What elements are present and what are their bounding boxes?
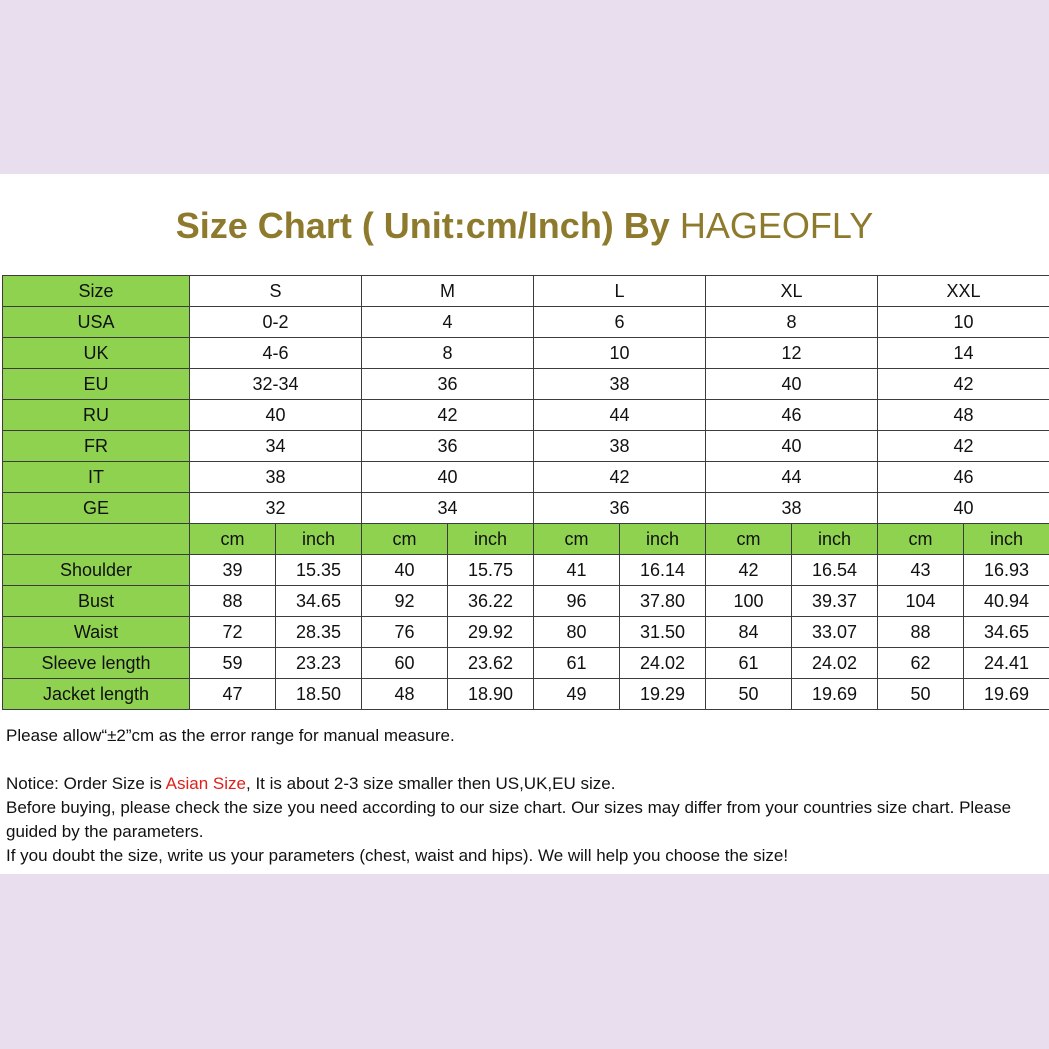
table-cell: 42 bbox=[534, 462, 706, 493]
table-cell: 34.65 bbox=[964, 617, 1049, 648]
row-label: Sleeve length bbox=[3, 648, 190, 679]
error-range-note: Please allow“±2”cm as the error range for manual measure. bbox=[6, 726, 455, 745]
row-label: RU bbox=[3, 400, 190, 431]
unit-cell: cm bbox=[534, 524, 620, 555]
table-cell: 34 bbox=[362, 493, 534, 524]
table-cell: 38 bbox=[190, 462, 362, 493]
size-header-cell: M bbox=[362, 276, 534, 307]
unit-cell: cm bbox=[362, 524, 448, 555]
notice-note bbox=[6, 772, 1036, 796]
size-chart-panel bbox=[0, 174, 1049, 874]
table-cell: 4 bbox=[362, 307, 534, 338]
blank-cell bbox=[3, 524, 190, 555]
table-cell: 88 bbox=[190, 586, 276, 617]
table-cell: 19.29 bbox=[620, 679, 706, 710]
table-cell: 61 bbox=[706, 648, 792, 679]
table-row bbox=[3, 338, 1049, 369]
row-label: GE bbox=[3, 493, 190, 524]
table-cell: 4-6 bbox=[190, 338, 362, 369]
table-cell: 44 bbox=[706, 462, 878, 493]
table-row bbox=[3, 679, 1049, 710]
table-cell: 32 bbox=[190, 493, 362, 524]
table-cell: 40 bbox=[362, 462, 534, 493]
table-cell: 96 bbox=[534, 586, 620, 617]
table-cell: 23.62 bbox=[448, 648, 534, 679]
table-cell: 33.07 bbox=[792, 617, 878, 648]
table-row bbox=[3, 555, 1049, 586]
size-header-cell: XXL bbox=[878, 276, 1049, 307]
table-cell: 36 bbox=[362, 431, 534, 462]
table-cell: 92 bbox=[362, 586, 448, 617]
table-cell: 16.14 bbox=[620, 555, 706, 586]
row-label: Size bbox=[3, 276, 190, 307]
table-cell: 76 bbox=[362, 617, 448, 648]
table-cell: 16.93 bbox=[964, 555, 1049, 586]
table-cell: 88 bbox=[878, 617, 964, 648]
table-cell: 8 bbox=[362, 338, 534, 369]
table-row bbox=[3, 648, 1049, 679]
table-cell: 36.22 bbox=[448, 586, 534, 617]
table-cell: 37.80 bbox=[620, 586, 706, 617]
unit-cell: cm bbox=[878, 524, 964, 555]
table-cell: 42 bbox=[878, 431, 1049, 462]
table-cell: 24.02 bbox=[792, 648, 878, 679]
table-cell: 10 bbox=[878, 307, 1049, 338]
table-row bbox=[3, 431, 1049, 462]
table-row bbox=[3, 617, 1049, 648]
table-cell: 44 bbox=[534, 400, 706, 431]
table-cell: 24.41 bbox=[964, 648, 1049, 679]
table-cell: 6 bbox=[534, 307, 706, 338]
unit-cell: inch bbox=[964, 524, 1049, 555]
table-row bbox=[3, 462, 1049, 493]
unit-row bbox=[3, 524, 1049, 555]
row-label: Shoulder bbox=[3, 555, 190, 586]
table-cell: 38 bbox=[534, 431, 706, 462]
table-cell: 42 bbox=[878, 369, 1049, 400]
title-text: Size Chart ( Unit:cm/Inch) By bbox=[175, 205, 670, 246]
unit-cell: inch bbox=[620, 524, 706, 555]
table-cell: 19.69 bbox=[964, 679, 1049, 710]
table-cell: 32-34 bbox=[190, 369, 362, 400]
table-cell: 39 bbox=[190, 555, 276, 586]
table-cell: 31.50 bbox=[620, 617, 706, 648]
table-cell: 24.02 bbox=[620, 648, 706, 679]
unit-cell: inch bbox=[792, 524, 878, 555]
row-label: IT bbox=[3, 462, 190, 493]
row-label: Waist bbox=[3, 617, 190, 648]
notes bbox=[6, 724, 1036, 868]
table-cell: 47 bbox=[190, 679, 276, 710]
table-cell: 40.94 bbox=[964, 586, 1049, 617]
table-cell: 15.75 bbox=[448, 555, 534, 586]
size-header-cell: XL bbox=[706, 276, 878, 307]
table-cell: 46 bbox=[878, 462, 1049, 493]
table-cell: 49 bbox=[534, 679, 620, 710]
table-cell: 28.35 bbox=[276, 617, 362, 648]
table-row bbox=[3, 400, 1049, 431]
table-cell: 42 bbox=[706, 555, 792, 586]
table-cell: 29.92 bbox=[448, 617, 534, 648]
table-cell: 40 bbox=[190, 400, 362, 431]
table-row bbox=[3, 369, 1049, 400]
row-label: EU bbox=[3, 369, 190, 400]
table-cell: 34.65 bbox=[276, 586, 362, 617]
table-row bbox=[3, 307, 1049, 338]
table-cell: 48 bbox=[878, 400, 1049, 431]
table-cell: 10 bbox=[534, 338, 706, 369]
table-row bbox=[3, 276, 1049, 307]
table-row bbox=[3, 586, 1049, 617]
brand-name: HAGEOFLY bbox=[679, 205, 874, 246]
table-cell: 15.35 bbox=[276, 555, 362, 586]
table-cell: 80 bbox=[534, 617, 620, 648]
row-label: UK bbox=[3, 338, 190, 369]
table-row bbox=[3, 493, 1049, 524]
table-cell: 12 bbox=[706, 338, 878, 369]
table-cell: 100 bbox=[706, 586, 792, 617]
table-cell: 40 bbox=[706, 431, 878, 462]
table-cell: 36 bbox=[362, 369, 534, 400]
size-header-cell: L bbox=[534, 276, 706, 307]
unit-cell: inch bbox=[276, 524, 362, 555]
table-cell: 43 bbox=[878, 555, 964, 586]
table-cell: 59 bbox=[190, 648, 276, 679]
table-cell: 38 bbox=[534, 369, 706, 400]
table-cell: 36 bbox=[534, 493, 706, 524]
unit-cell: inch bbox=[448, 524, 534, 555]
table-cell: 0-2 bbox=[190, 307, 362, 338]
asian-size-highlight: Asian Size bbox=[165, 774, 246, 793]
table-cell: 18.90 bbox=[448, 679, 534, 710]
table-cell: 104 bbox=[878, 586, 964, 617]
table-cell: 19.69 bbox=[792, 679, 878, 710]
table-cell: 42 bbox=[362, 400, 534, 431]
table-cell: 72 bbox=[190, 617, 276, 648]
doubt-note: If you doubt the size, write us your parameters (chest, waist and hips). We will help you choose the size! bbox=[6, 846, 789, 865]
page-title bbox=[0, 204, 1049, 248]
table-cell: 84 bbox=[706, 617, 792, 648]
table-cell: 40 bbox=[706, 369, 878, 400]
table-cell: 40 bbox=[362, 555, 448, 586]
table-cell: 50 bbox=[706, 679, 792, 710]
size-table bbox=[2, 275, 1049, 710]
table-cell: 50 bbox=[878, 679, 964, 710]
notice-prefix: Notice: Order Size is bbox=[6, 774, 166, 793]
table-cell: 34 bbox=[190, 431, 362, 462]
unit-cell: cm bbox=[190, 524, 276, 555]
row-label: USA bbox=[3, 307, 190, 338]
table-cell: 62 bbox=[878, 648, 964, 679]
table-cell: 38 bbox=[706, 493, 878, 524]
notice-suffix: , It is about 2-3 size smaller then US,UK,EU size. bbox=[246, 774, 616, 793]
size-header-cell: S bbox=[190, 276, 362, 307]
table-cell: 39.37 bbox=[792, 586, 878, 617]
table-cell: 14 bbox=[878, 338, 1049, 369]
unit-cell: cm bbox=[706, 524, 792, 555]
row-label: FR bbox=[3, 431, 190, 462]
before-buying-note: Before buying, please check the size you need according to our size chart. Our sizes may differ from your countries size chart. Please guided by the parameters. bbox=[6, 798, 1012, 841]
row-label: Jacket length bbox=[3, 679, 190, 710]
table-cell: 60 bbox=[362, 648, 448, 679]
table-cell: 61 bbox=[534, 648, 620, 679]
table-cell: 23.23 bbox=[276, 648, 362, 679]
table-cell: 8 bbox=[706, 307, 878, 338]
table-cell: 46 bbox=[706, 400, 878, 431]
table-cell: 40 bbox=[878, 493, 1049, 524]
table-cell: 41 bbox=[534, 555, 620, 586]
table-cell: 16.54 bbox=[792, 555, 878, 586]
row-label: Bust bbox=[3, 586, 190, 617]
table-cell: 48 bbox=[362, 679, 448, 710]
table-cell: 18.50 bbox=[276, 679, 362, 710]
